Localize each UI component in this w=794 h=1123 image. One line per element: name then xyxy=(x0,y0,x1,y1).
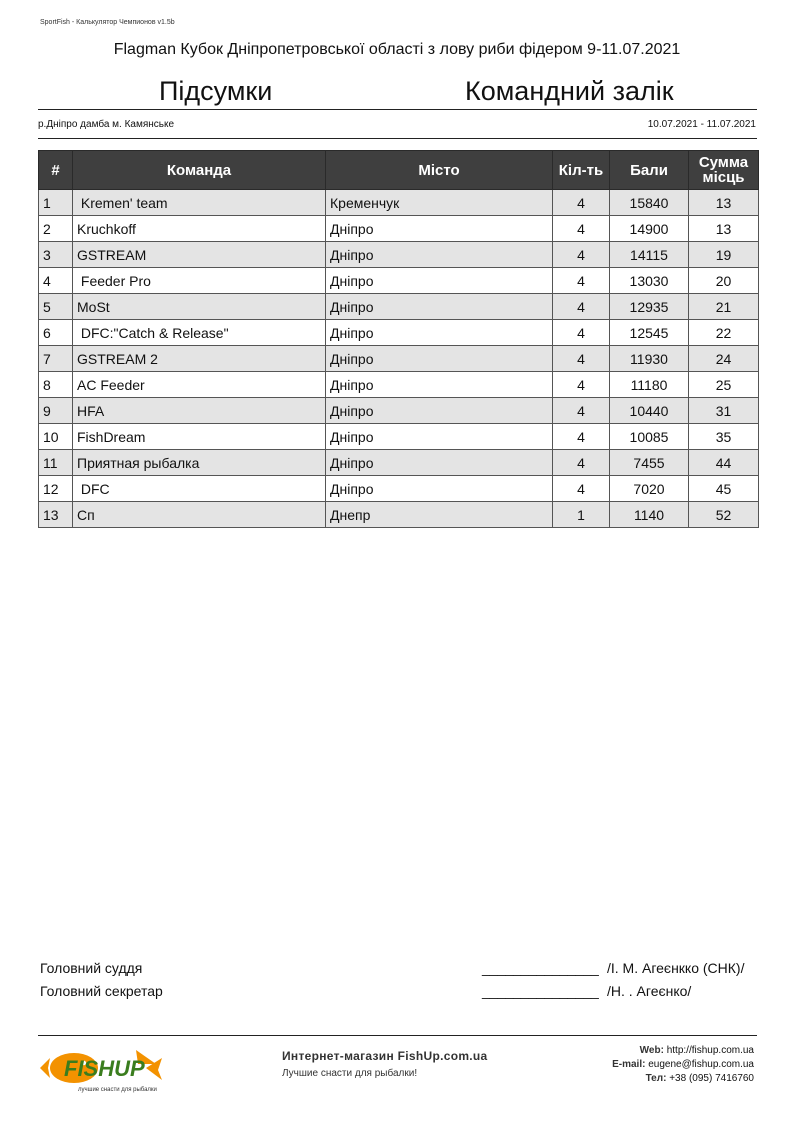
contact-email xyxy=(612,1058,754,1072)
cell-number: 7 xyxy=(39,346,73,372)
table-row xyxy=(39,450,759,476)
col-header-city: Місто xyxy=(326,151,553,190)
secretary-label: Головний секретар xyxy=(40,983,163,999)
cell-number: 2 xyxy=(39,216,73,242)
cell-city: Дніпро xyxy=(326,398,553,424)
contact-phone xyxy=(612,1072,754,1086)
cell-count: 4 xyxy=(553,320,610,346)
cell-count: 4 xyxy=(553,372,610,398)
cell-places-sum: 13 xyxy=(689,190,759,216)
table-row xyxy=(39,294,759,320)
phone-number: +38 (095) 7416760 xyxy=(669,1073,754,1084)
cell-places-sum: 25 xyxy=(689,372,759,398)
cell-number: 12 xyxy=(39,476,73,502)
cell-points: 12935 xyxy=(610,294,689,320)
results-table xyxy=(38,150,759,528)
secretary-signature-line: _______________ xyxy=(482,983,599,999)
cell-team: Feeder Pro xyxy=(73,268,326,294)
cell-points: 12545 xyxy=(610,320,689,346)
cell-team: Приятная рыбалка xyxy=(73,450,326,476)
judge-name: /І. М. Агеєнкко (СНК)/ xyxy=(607,960,745,976)
col-header-count: Кіл-ть xyxy=(553,151,610,190)
cell-city: Дніпро xyxy=(326,476,553,502)
cell-count: 4 xyxy=(553,450,610,476)
cell-city: Дніпро xyxy=(326,242,553,268)
cell-city: Дніпро xyxy=(326,294,553,320)
cell-number: 8 xyxy=(39,372,73,398)
event-title: Flagman Кубок Дніпропетровської області з лову риби фідером 9-11.07.2021 xyxy=(113,41,681,58)
col-header-team: Команда xyxy=(73,151,326,190)
email-label: E-mail: xyxy=(612,1059,646,1070)
cell-places-sum: 35 xyxy=(689,424,759,450)
judge-label: Головний суддя xyxy=(40,960,143,976)
footer-divider xyxy=(38,1035,757,1036)
table-row xyxy=(39,242,759,268)
cell-places-sum: 31 xyxy=(689,398,759,424)
col-header-points: Бали xyxy=(610,151,689,190)
shop-slogan: Лучшие снасти для рыбалки! xyxy=(282,1068,418,1079)
heading-results: Підсумки xyxy=(159,76,273,106)
web-label: Web: xyxy=(639,1045,664,1056)
cell-points: 1140 xyxy=(610,502,689,528)
cell-count: 4 xyxy=(553,242,610,268)
cell-points: 13030 xyxy=(610,268,689,294)
col-header-number: # xyxy=(39,151,73,190)
cell-city: Кременчук xyxy=(326,190,553,216)
cell-places-sum: 45 xyxy=(689,476,759,502)
cell-points: 11180 xyxy=(610,372,689,398)
cell-points: 7020 xyxy=(610,476,689,502)
phone-label: Тел: xyxy=(645,1073,667,1084)
cell-number: 10 xyxy=(39,424,73,450)
cell-city: Дніпро xyxy=(326,320,553,346)
date-range: 10.07.2021 - 11.07.2021 xyxy=(647,119,756,130)
svg-text:FISHUP: FISHUP xyxy=(64,1056,145,1081)
cell-places-sum: 22 xyxy=(689,320,759,346)
table-row xyxy=(39,268,759,294)
cell-team: MoSt xyxy=(73,294,326,320)
cell-number: 5 xyxy=(39,294,73,320)
fishup-logo xyxy=(38,1040,168,1096)
cell-count: 4 xyxy=(553,346,610,372)
table-header-row xyxy=(39,151,759,190)
cell-points: 10085 xyxy=(610,424,689,450)
cell-city: Дніпро xyxy=(326,372,553,398)
cell-number: 6 xyxy=(39,320,73,346)
divider xyxy=(38,138,757,139)
location: р.Дніпро дамба м. Камянське xyxy=(38,119,175,130)
shop-name: Интернет-магазин FishUp.com.ua xyxy=(282,1049,488,1063)
cell-team: Kruchkoff xyxy=(73,216,326,242)
cell-count: 1 xyxy=(553,502,610,528)
cell-points: 14900 xyxy=(610,216,689,242)
cell-points: 11930 xyxy=(610,346,689,372)
cell-city: Дніпро xyxy=(326,450,553,476)
cell-points: 14115 xyxy=(610,242,689,268)
cell-team: DFC:"Catch & Release" xyxy=(73,320,326,346)
cell-count: 4 xyxy=(553,476,610,502)
cell-places-sum: 24 xyxy=(689,346,759,372)
cell-team: GSTREAM xyxy=(73,242,326,268)
cell-number: 13 xyxy=(39,502,73,528)
table-row xyxy=(39,502,759,528)
cell-team: FishDream xyxy=(73,424,326,450)
table-row xyxy=(39,476,759,502)
cell-count: 4 xyxy=(553,294,610,320)
cell-team: Сп xyxy=(73,502,326,528)
cell-city: Днепр xyxy=(326,502,553,528)
cell-count: 4 xyxy=(553,216,610,242)
cell-count: 4 xyxy=(553,398,610,424)
cell-number: 11 xyxy=(39,450,73,476)
cell-city: Дніпро xyxy=(326,268,553,294)
table-row xyxy=(39,372,759,398)
cell-team: HFA xyxy=(73,398,326,424)
table-row xyxy=(39,398,759,424)
cell-number: 3 xyxy=(39,242,73,268)
cell-points: 10440 xyxy=(610,398,689,424)
email-link[interactable]: eugene@fishup.com.ua xyxy=(648,1059,754,1070)
cell-count: 4 xyxy=(553,268,610,294)
cell-places-sum: 20 xyxy=(689,268,759,294)
cell-places-sum: 19 xyxy=(689,242,759,268)
cell-places-sum: 52 xyxy=(689,502,759,528)
judge-signature-line: _______________ xyxy=(482,960,599,976)
cell-count: 4 xyxy=(553,424,610,450)
cell-places-sum: 21 xyxy=(689,294,759,320)
svg-text:лучшие снасти для рыбалки: лучшие снасти для рыбалки xyxy=(78,1087,157,1093)
web-link[interactable]: http://fishup.com.ua xyxy=(666,1045,754,1056)
cell-city: Дніпро xyxy=(326,216,553,242)
cell-number: 9 xyxy=(39,398,73,424)
software-caption: SportFish - Калькулятор Чемпионов v1.5b xyxy=(40,19,175,26)
contacts-block xyxy=(612,1044,754,1086)
col-header-places-sum: Сумма місць xyxy=(689,151,759,190)
table-row xyxy=(39,424,759,450)
cell-places-sum: 44 xyxy=(689,450,759,476)
table-row xyxy=(39,216,759,242)
cell-places-sum: 13 xyxy=(689,216,759,242)
cell-team: AC Feeder xyxy=(73,372,326,398)
heading-team-standings: Командний залік xyxy=(465,76,674,106)
secretary-name: /Н. . Агеєнко/ xyxy=(607,983,692,999)
cell-points: 7455 xyxy=(610,450,689,476)
divider xyxy=(38,109,757,110)
cell-city: Дніпро xyxy=(326,346,553,372)
contact-web xyxy=(612,1044,754,1058)
table-row xyxy=(39,346,759,372)
cell-number: 1 xyxy=(39,190,73,216)
table-row xyxy=(39,320,759,346)
cell-count: 4 xyxy=(553,190,610,216)
cell-team: Kremen' team xyxy=(73,190,326,216)
cell-city: Дніпро xyxy=(326,424,553,450)
cell-points: 15840 xyxy=(610,190,689,216)
table-row xyxy=(39,190,759,216)
cell-number: 4 xyxy=(39,268,73,294)
cell-team: GSTREAM 2 xyxy=(73,346,326,372)
cell-team: DFC xyxy=(73,476,326,502)
